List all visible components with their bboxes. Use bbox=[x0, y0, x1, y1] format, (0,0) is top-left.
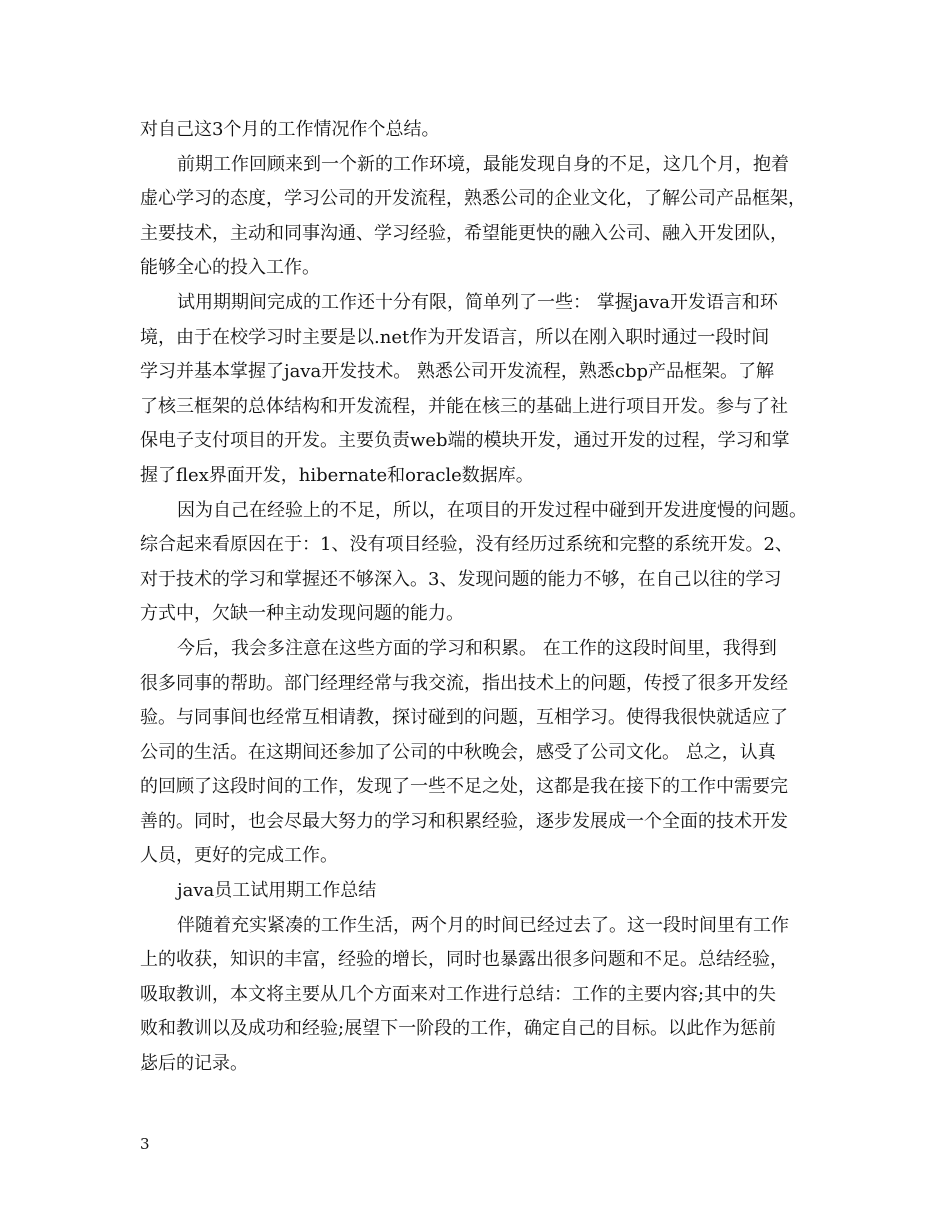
text-line: 的回顾了这段时间的工作，发现了一些不足之处，这都是我在接下的工作中需要完 bbox=[140, 776, 788, 798]
document-body bbox=[140, 113, 820, 1082]
text-line: 毖后的记录。 bbox=[140, 1053, 248, 1075]
text-line: 方式中，欠缺一种主动发现问题的能力。 bbox=[140, 603, 464, 625]
text-line: 能够全心的投入工作。 bbox=[140, 257, 320, 279]
text-line: 学习并基本掌握了java开发技术。 熟悉公司开发流程，熟悉cbp产品框架。了解 bbox=[140, 361, 775, 383]
text-line: 上的收获，知识的丰富，经验的增长，同时也暴露出很多问题和不足。总结经验， bbox=[140, 949, 788, 971]
text-line: 保电子支付项目的开发。主要负责web端的模块开发，通过开发的过程，学习和掌 bbox=[140, 430, 790, 452]
text-line: 因为自己在经验上的不足，所以，在项目的开发过程中碰到开发进度慢的问题。 bbox=[177, 499, 807, 521]
text-line: 人员，更好的完成工作。 bbox=[140, 845, 338, 867]
text-line: 善的。同时，也会尽最大努力的学习和积累经验，逐步发展成一个全面的技术开发 bbox=[140, 810, 788, 832]
text-line: 境，由于在校学习时主要是以.net作为开发语言，所以在刚入职时通过一段时间 bbox=[140, 326, 770, 348]
text-line: 今后，我会多注意在这些方面的学习和积累。 在工作的这段时间里，我得到 bbox=[177, 637, 777, 659]
text-line: 验。与同事间也经常互相请教，探讨碰到的问题，互相学习。使得我很快就适应了 bbox=[140, 707, 788, 729]
text-line: 败和教训以及成功和经验;展望下一阶段的工作，确定自己的目标。以此作为惩前 bbox=[140, 1018, 777, 1040]
text-line: 伴随着充实紧凑的工作生活，两个月的时间已经过去了。这一段时间里有工作 bbox=[177, 914, 789, 936]
text-line: 对自己这3个月的工作情况作个总结。 bbox=[140, 119, 440, 140]
text-line: 对于技术的学习和掌握还不够深入。3、发现问题的能力不够，在自己以往的学习 bbox=[140, 568, 782, 590]
text-line: 综合起来看原因在于：1、没有项目经验，没有经历过系统和完整的系统开发。2、 bbox=[140, 534, 793, 556]
text-line: 了核三框架的总体结构和开发流程，并能在核三的基础上进行项目开发。参与了社 bbox=[140, 395, 788, 417]
text-line: java员工试用期工作总结 bbox=[177, 880, 377, 902]
text-line: 试用期期间完成的工作还十分有限，简单列了一些： 掌握java开发语言和环 bbox=[177, 291, 778, 313]
text-line: 吸取教训，本文将主要从几个方面来对工作进行总结：工作的主要内容;其中的失 bbox=[140, 983, 777, 1005]
page-number: 3 bbox=[140, 1135, 150, 1153]
text-line: 前期工作回顾来到一个新的工作环境，最能发现自身的不足，这几个月，抱着 bbox=[177, 153, 789, 175]
text-line: 很多同事的帮助。部门经理经常与我交流，指出技术上的问题，传授了很多开发经 bbox=[140, 672, 788, 694]
text-line: 虚心学习的态度，学习公司的开发流程，熟悉公司的企业文化，了解公司产品框架， bbox=[140, 188, 806, 210]
text-line: 主要技术，主动和同事沟通、学习经验，希望能更快的融入公司、融入开发团队， bbox=[140, 222, 788, 244]
text-line: 握了flex界面开发，hibernate和oracle数据库。 bbox=[140, 464, 534, 486]
text-line: 公司的生活。在这期间还参加了公司的中秋晚会，感受了公司文化。 总之，认真 bbox=[140, 741, 776, 763]
